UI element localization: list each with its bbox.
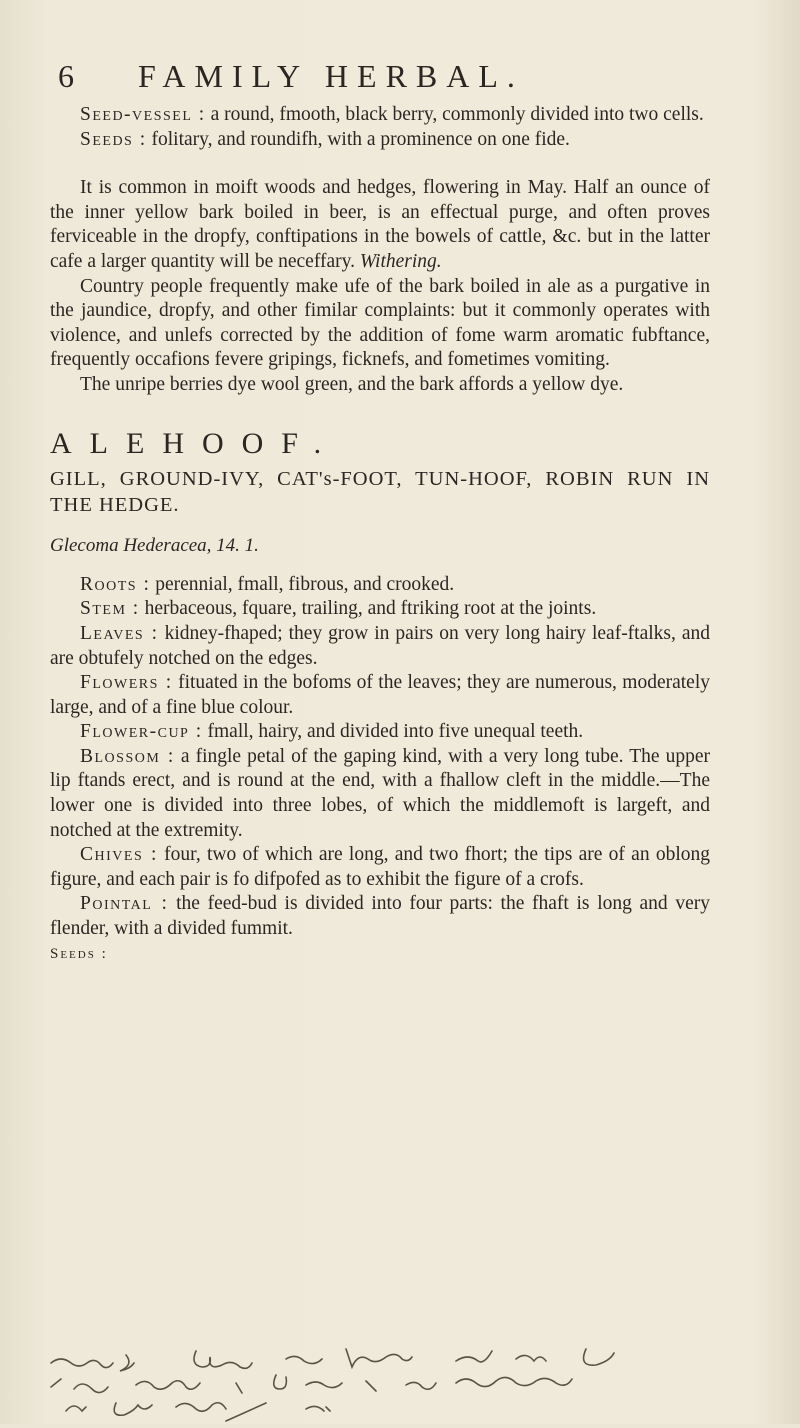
paragraph-country-people: Country people frequently make ufe of the bark boiled in ale as a purgative in the jaundice, dropfy, and other fimilar complaints: but it commonly operates with violence, and unlefs corrected by the addition of fome warm aromatic fubftance, frequently occafions fevere gripings, ficknefs, and fometimes vomiting.	[50, 275, 710, 371]
description-label: Stem :	[80, 598, 140, 620]
description-item	[50, 843, 710, 892]
seed-vessel-entry	[50, 103, 710, 128]
handwritten-annotation	[46, 1345, 766, 1425]
seed-vessel-text: a round, fmooth, black berry, commonly divided into two cells.	[210, 104, 704, 125]
entry-title: ALEHOOF.	[50, 426, 340, 460]
description-item	[50, 720, 710, 745]
description-text: perennial, fmall, fibrous, and crooked.	[155, 573, 455, 595]
description-item	[50, 745, 710, 843]
running-title: FAMILY HERBAL.	[138, 58, 524, 94]
description-item	[50, 892, 710, 941]
description-text: herbaceous, fquare, trailing, and ftriking root at the joints.	[144, 598, 597, 620]
paragraph-dye: The unripe berries dye wool green, and the bark affords a yellow dye.	[80, 373, 624, 395]
description-text: a fingle petal of the gaping kind, with a very long tube. The upper lip ftands erect, and is round at the end, with a fhallow cleft in the middle.—The lower one is divided into three lobes, of which the middlemoft is largeft, and notched at the extremity.	[50, 745, 711, 841]
catchword: Seeds :	[50, 945, 108, 962]
description-text: fmall, hairy, and divided into five unequal teeth.	[207, 721, 584, 743]
description-item	[50, 597, 710, 622]
description-label: Pointal :	[80, 893, 169, 915]
description-list	[50, 573, 710, 942]
description-text: fituated in the bofoms of the leaves; they are numerous, moderately large, and of a fine blue colour.	[50, 672, 711, 718]
description-label: Leaves :	[80, 622, 159, 644]
seeds-label: Seeds :	[80, 128, 147, 150]
common-names: GILL, GROUND-IVY, CAT's-FOOT, TUN-HOOF, ROBIN RUN IN THE HEDGE.	[50, 468, 710, 517]
description-item	[50, 573, 710, 598]
page-body	[50, 103, 710, 966]
description-label: Blossom :	[80, 745, 175, 767]
description-label: Chives :	[80, 844, 158, 866]
handwriting-scribble	[46, 1345, 766, 1423]
paragraph-uses-text: It is common in moift woods and hedges, flowering in May. Half an ounce of the inner yellow bark boiled in beer, is an effectual purge, and often proves ferviceable in the dropfy, conftipations in the bowels of cattle, &c. but in the latter cafe a larger quantity will be neceffary.	[50, 177, 710, 272]
latin-name: Glecoma Hederacea, 14. 1.	[50, 535, 259, 557]
description-text: the feed-bud is divided into four parts: the fhaft is long and very flender, with a divided fummit.	[50, 893, 711, 940]
page-number: 6	[58, 58, 80, 94]
seed-vessel-label: Seed-vessel :	[80, 104, 206, 125]
seeds-text: folitary, and roundifh, with a prominence on one fide.	[151, 128, 570, 150]
description-text: kidney-fhaped; they grow in pairs on very long hairy leaf-ftalks, and are obtufely notched on the edges.	[50, 622, 711, 669]
description-text: four, two of which are long, and two fhort; the tips are of an oblong figure, and each pair is fo difpofed as to exhibit the figure of a crofs.	[50, 844, 710, 890]
description-label: Flower-cup :	[80, 721, 203, 743]
description-label: Roots :	[80, 573, 151, 595]
spacer	[50, 152, 710, 176]
description-label: Flowers :	[80, 672, 173, 694]
description-item	[50, 671, 710, 720]
citation: Withering.	[359, 250, 442, 272]
paragraph-uses	[50, 176, 710, 274]
description-item	[50, 622, 710, 671]
seeds-entry	[50, 128, 710, 153]
